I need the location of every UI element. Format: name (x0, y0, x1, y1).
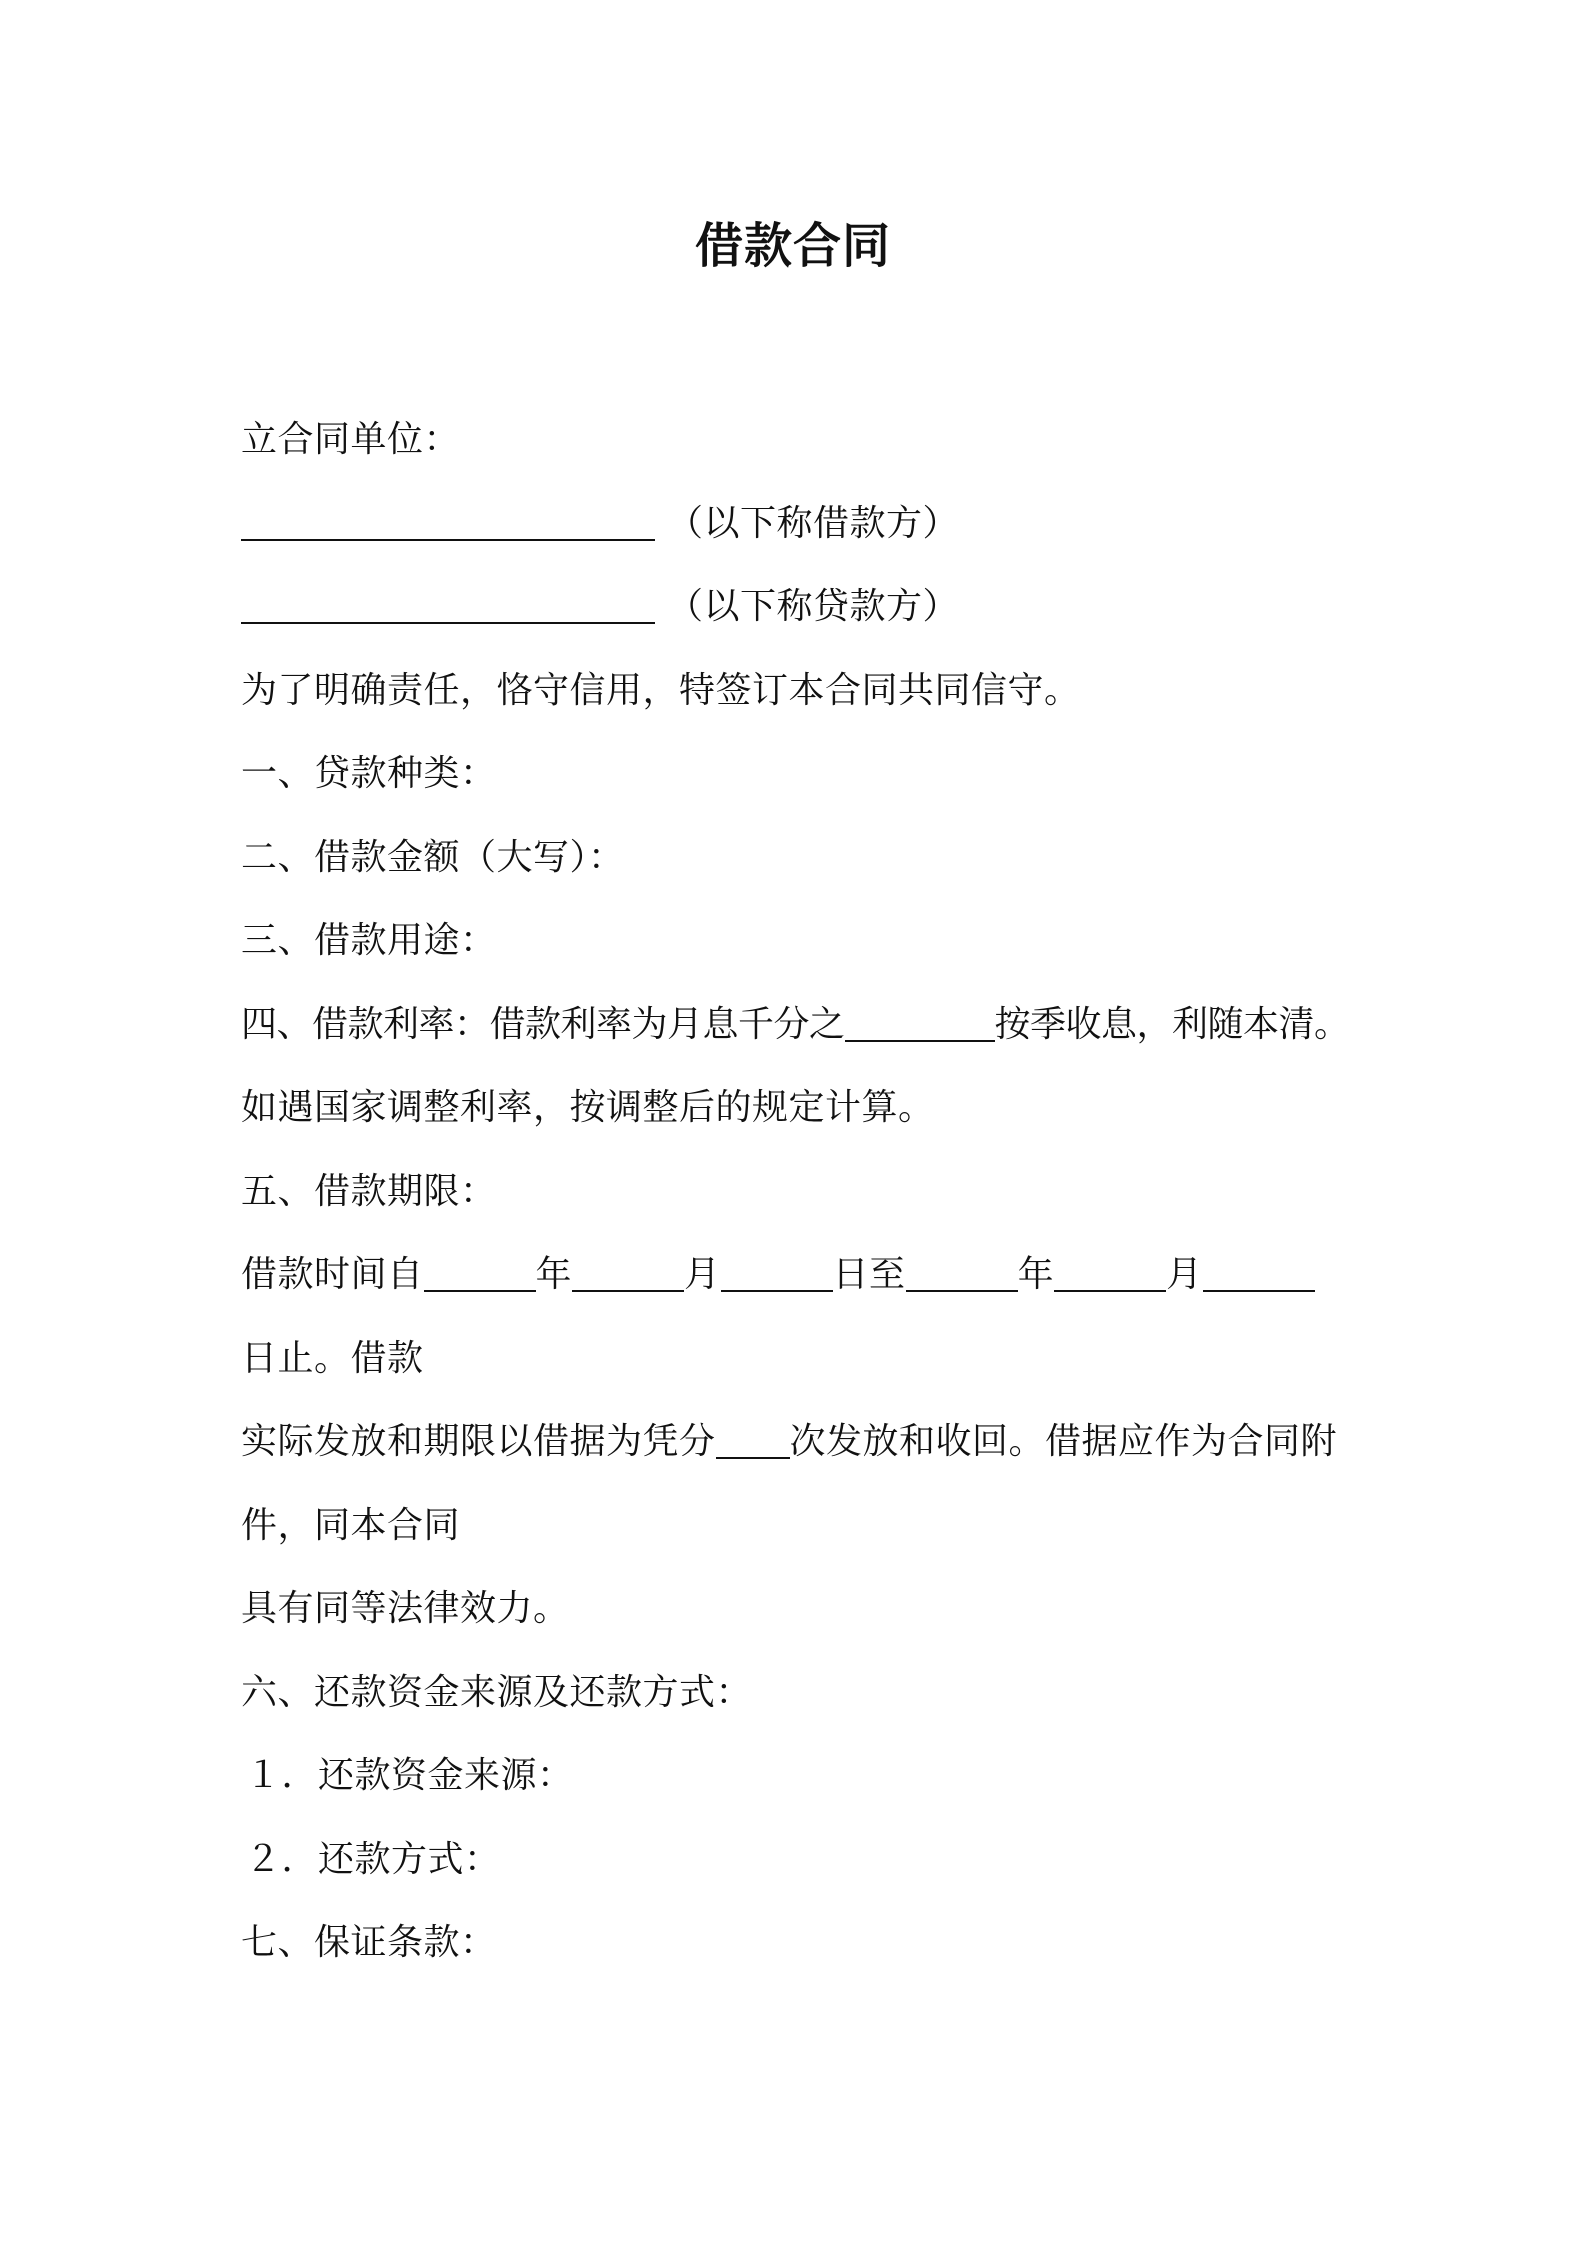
document-body (241, 398, 1361, 1985)
end-month-label: 月 (1166, 1254, 1203, 1295)
end-month-blank (1054, 1254, 1166, 1292)
start-year-blank (424, 1254, 536, 1292)
lender-suffix: （以下称贷款方） (667, 586, 960, 627)
disbursement-continued: 件，同本合同 (241, 1504, 461, 1546)
start-year-label: 年 (535, 1254, 573, 1295)
parties-label: 立合同单位： (241, 419, 461, 460)
borrower-line (241, 482, 1361, 566)
term-dates-line (241, 1233, 1361, 1317)
interest-suffix: 按季收息，利随本清。 (994, 1003, 1350, 1045)
start-month-label: 月 (684, 1254, 721, 1295)
repayment-source: １．还款资金来源： (245, 1755, 574, 1796)
lender-blank (241, 586, 655, 624)
term-end: 日止。借款 (241, 1337, 424, 1379)
end-year-label: 年 (1017, 1254, 1055, 1295)
repayment-method: ２．还款方式： (245, 1838, 501, 1880)
end-day-blank (1203, 1254, 1315, 1292)
purpose-statement: 为了明确责任，恪守信用，特签订本合同共同信守。 (241, 669, 1081, 711)
start-day-blank (721, 1254, 833, 1292)
lender-line (241, 565, 1361, 649)
clause-interest (241, 983, 1361, 1067)
start-month-blank (572, 1254, 684, 1292)
interest-rate-blank (845, 1004, 995, 1042)
disbursement-count-blank (716, 1421, 790, 1459)
clause-loan-usage: 三、借款用途： (241, 920, 497, 961)
clause-guarantee: 七、保证条款： (241, 1922, 497, 1963)
legal-effect: 具有同等法律效力。 (241, 1588, 570, 1629)
interest-adjust: 如遇国家调整利率，按调整后的规定计算。 (241, 1087, 935, 1128)
borrower-suffix: （以下称借款方） (667, 502, 960, 544)
disbursement-prefix: 实际发放和期限以借据为凭分 (241, 1421, 716, 1462)
clause-repayment: 六、还款资金来源及还款方式： (241, 1671, 753, 1713)
interest-prefix: 四、借款利率：借款利率为月息千分之 (241, 1003, 845, 1045)
disbursement-suffix: 次发放和收回。借据应作为合同附 (789, 1421, 1338, 1462)
clause-loan-term: 五、借款期限： (241, 1170, 497, 1212)
borrower-blank (241, 503, 655, 541)
term-to-label: 日至 (832, 1254, 906, 1295)
clause-loan-amount: 二、借款金额（大写）： (241, 836, 625, 878)
end-year-blank (906, 1254, 1018, 1292)
document-title: 借款合同 (694, 218, 891, 274)
term-from-label: 借款时间自 (241, 1254, 424, 1295)
clause-loan-type: 一、贷款种类： (241, 753, 497, 794)
disbursement-line (241, 1400, 1361, 1484)
